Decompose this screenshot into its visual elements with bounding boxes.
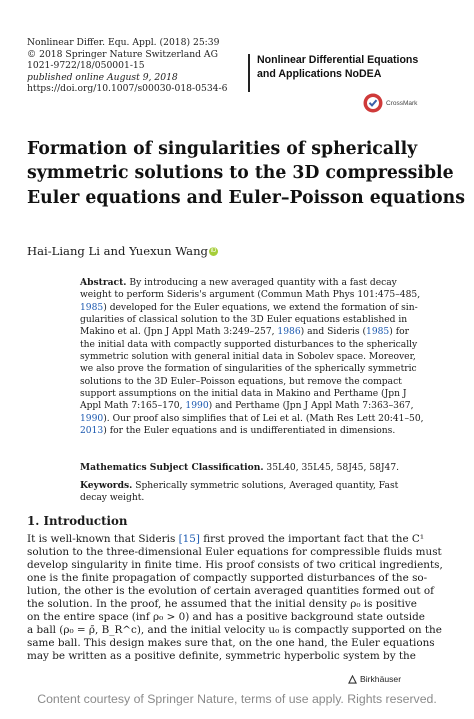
journal-name-line-1: Nonlinear Differential Equations <box>257 54 419 66</box>
crossmark-icon <box>363 93 383 113</box>
abstract-line: Makino et al. (Jpn J Appl Math 3:249–257, 1986) and Sideris (1985) for <box>80 327 409 338</box>
body-line: develop singularity in finite time. His proof consists of two critical ingredients, <box>27 559 443 572</box>
abstract-line: 2013) for the Euler equations and is undifferentiated in dimensions. <box>80 426 396 437</box>
citation-link[interactable]: [15] <box>178 533 200 545</box>
authors <box>27 244 218 258</box>
title-line: symmetric solutions to the 3D compressible <box>27 163 454 184</box>
abstract-line: 1985) developed for the Euler equations, we extend the formation of sin- <box>80 302 418 313</box>
body-line: solution to the three-dimensional Euler equations for compressible fluids must <box>27 546 442 559</box>
citation-link[interactable]: 1986 <box>277 327 301 338</box>
body-line: It is well-known that Sideris [15] first proved the important fact that the C¹ <box>27 533 425 545</box>
body-line: one is the finite propagation of compactly supported disturbances of the so- <box>27 572 428 585</box>
title-line: Formation of singularities of spherically <box>27 139 418 159</box>
doi-link[interactable]: https://doi.org/10.1007/s00030-018-0534-6 <box>27 83 228 95</box>
paper-title <box>27 137 465 210</box>
issn-line: 1021-9722/18/050001-15 <box>27 60 145 72</box>
keywords-line: decay weight. <box>80 493 145 504</box>
article-metadata <box>27 37 227 95</box>
citation-link[interactable]: 1990 <box>80 413 104 424</box>
abstract-line: the initial data with compactly supported disturbances to the spherically <box>80 339 418 350</box>
journal-name <box>248 54 457 92</box>
journal-name-line-2: and Applications NoDEA <box>257 67 382 80</box>
msc-codes: 35L40, 35L45, 58J45, 58J47. <box>263 463 400 473</box>
section-title: Introduction <box>43 514 128 528</box>
body-line: the solution. In the proof, he assumed that the initial density ρ₀ is positive <box>27 598 417 611</box>
author-names: Hai-Liang Li and Yuexun Wang <box>27 244 208 258</box>
abstract-line: we also prove the formation of singularities of the spherically symmetric <box>80 364 417 375</box>
abstract-line: Appl Math 7:165–170, 1990) and Perthame (Jpn J Appl Math 7:363–367, <box>80 401 414 412</box>
introduction-text <box>27 533 448 663</box>
msc-classification <box>80 462 399 474</box>
keywords-line: Keywords. Spherically symmetric solutions, Averaged quantity, Fast <box>80 480 399 491</box>
citation-line: Nonlinear Differ. Equ. Appl. (2018) 25:39 <box>27 37 220 48</box>
body-line: lution, the other is the evolution of certain averaged quantities formed out of <box>27 585 434 598</box>
abstract-line: solutions to the 3D Euler–Poisson equations, but remove the compact <box>80 376 402 387</box>
abstract-line: Abstract. By introducing a new averaged quantity with a fast decay <box>80 277 397 288</box>
abstract-line: support assumptions on the initial data in Makino and Perthame (Jpn J <box>80 389 407 400</box>
citation-link[interactable]: 1985 <box>366 327 390 338</box>
section-number: 1. <box>27 514 40 528</box>
publisher-logo <box>348 674 401 684</box>
abstract <box>80 277 424 437</box>
section-heading-introduction <box>27 514 127 528</box>
keywords <box>80 480 398 505</box>
abstract-line: weight to perform Sideris's argument (Commun Math Phys 101:475–485, <box>80 290 421 301</box>
citation-link[interactable]: 2013 <box>80 426 104 437</box>
body-line: same ball. This design makes sure that, on the one hand, the Euler equations <box>27 637 435 650</box>
publisher-name: Birkhäuser <box>360 674 402 684</box>
abstract-label: Abstract. <box>80 277 127 288</box>
msc-label: Mathematics Subject Classification. <box>80 462 264 473</box>
abstract-line: gularities of classical solution to the 3D Euler equations established in <box>80 315 408 326</box>
orcid-icon[interactable]: iD <box>210 247 217 254</box>
body-line: a ball (ρ₀ = ρ̄, B_R^c), and the initial velocity u₀ is compactly supported on the <box>27 624 442 637</box>
copyright-line: © 2018 Springer Nature Switzerland AG <box>27 48 218 60</box>
abstract-line: symmetric solution with general initial data in Sobolev space. Moreover, <box>80 352 416 363</box>
citation-link[interactable]: 1985 <box>80 302 104 313</box>
keywords-label: Keywords. <box>80 480 133 491</box>
citation-link[interactable]: 1990 <box>185 401 209 412</box>
crossmark-badge[interactable] <box>363 93 417 113</box>
crossmark-label: CrossMark <box>386 99 418 107</box>
birkhauser-icon <box>348 675 357 684</box>
body-line: may be written as a positive definite, symmetric hyperbolic system by the <box>27 650 416 663</box>
body-line: on the entire space (inf ρ₀ > 0) and has a positive background state outside <box>27 611 425 624</box>
published-online-line: published online August 9, 2018 <box>27 71 178 83</box>
title-line: Euler equations and Euler–Poisson equations <box>27 187 465 208</box>
abstract-line: 1990). Our proof also simplifies that of Lei et al. (Math Res Lett 20:41–50, <box>80 413 424 424</box>
courtesy-notice: Content courtesy of Springer Nature, terms of use apply. Rights reserved. <box>37 692 437 706</box>
